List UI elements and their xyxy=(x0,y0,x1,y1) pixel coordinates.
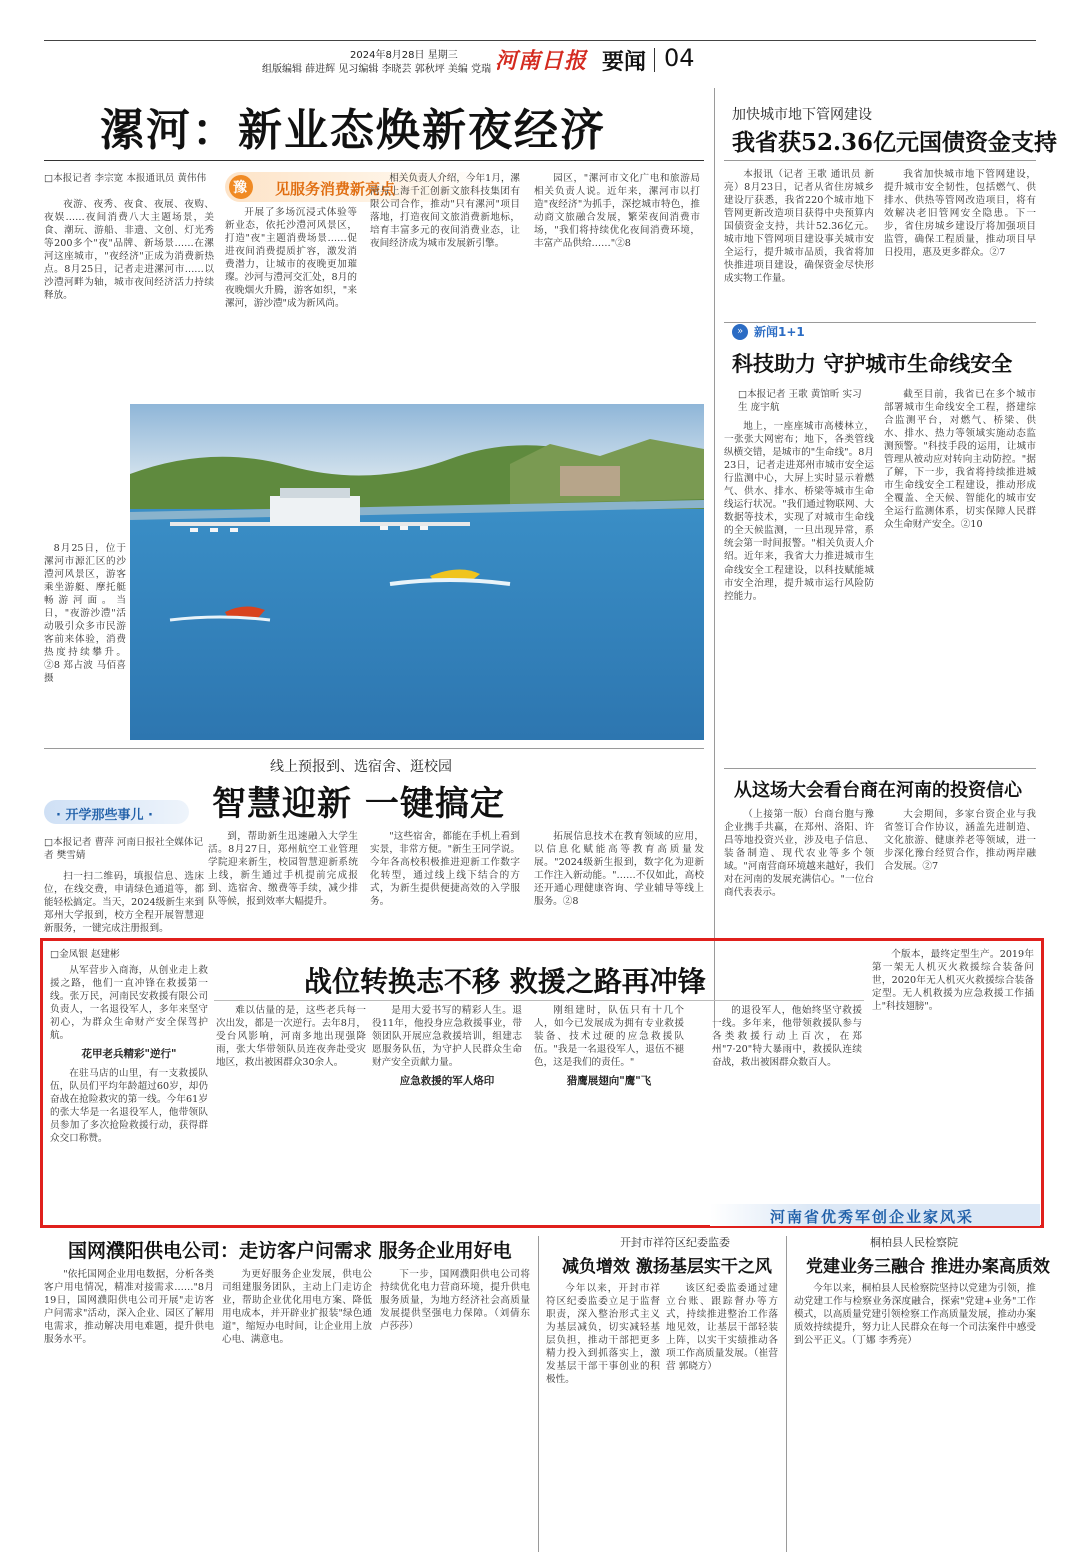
school-kicker xyxy=(44,800,189,824)
a2-col1-text: 今年以来，开封市祥符区纪委监委立足于监督职责，深入整治形式主义为基层减负，切实减轻基层负担，推动干部把更多精力投入到抓落实上，激发基层干部干事创业的积极性。 xyxy=(546,1283,660,1386)
military-article-title: 战位转换志不移 救援之路再冲锋 xyxy=(304,965,706,998)
bottom-a2-col2 xyxy=(666,1282,778,1552)
masthead xyxy=(0,0,1080,80)
a1-col2-text: 为更好服务企业发展，供电公司组建服务团队，主动上门走访企业，帮助企业优化用电方案、降低用电成本，并开辟业扩报装"绿色通道"，缩短办电时间，让企业用上放心电、满意电。 xyxy=(222,1269,372,1346)
welcome-article-col3 xyxy=(370,830,520,936)
military-col2-text: 在驻马店的山里，有一支救援队伍，队员们平均年龄超过60岁，却仍奋战在抢险救灾的第一线。今年61岁的张大华是一名退役军人，他带领队员参加了多次抢险救援行动，获得群众交口称赞。 xyxy=(50,1067,208,1144)
military-subhead3: 猎鹰展翅向"鹰"飞 xyxy=(566,1075,652,1088)
date-line: 2024年8月28日 星期三 xyxy=(350,50,458,61)
bottom-a2-col1 xyxy=(546,1282,660,1552)
bottom-a1-col1 xyxy=(44,1268,214,1552)
welcome-article-byline: □本报记者 曹萍 河南日报社全媒体记者 樊雪婧 xyxy=(44,837,204,862)
welcome-col1-text: 扫一扫二维码，填报信息、选床位，在线交费，申请绿色通道等，都能轻松搞定。当天，2024级新生来到郑州大学报到，校方全程开展智慧迎新服务，一键完成注册报到。 xyxy=(44,871,204,935)
military-col7-text: 个版本，最终定型生产。2019年第一架无人机灭火救援综合装备问世，2020年无人机灭火救援综合装备定型。无人机救援为应急救援工作插上"科技翅膀"。 xyxy=(872,949,1034,1013)
lake-photo-illustration xyxy=(130,404,704,740)
military-col5-text: 刚组建时，队伍只有十几个人，如今已发展成为拥有专业救援装备、技术过硬的应急救援队伍。"我是一名退役军人，退伍不褪色，这是我们的责任。" xyxy=(534,1005,684,1069)
page-number: 04 xyxy=(664,44,695,72)
military-footer-banner-text: 河南省优秀军创企业家风采 xyxy=(770,1208,975,1226)
military-col3-text: 难以估量的是，这些老兵每一次出发，都是一次逆行。去年8月，受台风影响，河南多地出现强降雨，张大华带领队员连夜奔赴受灾地区，救出被困群众30余人。 xyxy=(216,1005,366,1069)
lead-col2-text: 开展了多场沉浸式体验等新业态，依托沙澧河风景区，打造"夜"主题消费场景……促进夜间消费提质扩容，激发消费潜力，让城市的夜晚更加璀璨。沙河与澧河交汇处，8月的夜晚烟火升腾，游客如织，"来漯河，游沙澧"成为新风尚。 xyxy=(225,207,357,310)
tech-article-title: 科技助力 守护城市生命线安全 xyxy=(732,351,1013,376)
editors-line: 组版编辑 薛进辉 见习编辑 李晓芸 郭秋坪 美编 党瑞 xyxy=(262,64,492,75)
welcome-article-col4 xyxy=(534,830,704,936)
grant-col2-text: 我省加快城市地下管网建设，提升城市安全韧性，包括燃气、供排水、供热等管网改造项目，将有效解决老旧管网安全隐患。下一步，省住房城乡建设厅将加强项目监管，确保工程质量，推动项目早日投用，惠及更多群众。②7 xyxy=(884,169,1036,259)
lead-col4-text: 园区，"漯河市文化广电和旅游局相关负责人说。近年来，漯河市以打造"夜经济"为抓手，深挖城市特色，推动商文旅融合发展，繁荣夜间消费市场，"我们将持续优化夜间消费环境，丰富产品供给……"②8 xyxy=(534,173,700,250)
lead-article-col2 xyxy=(225,206,357,404)
kicker-text: 见服务消费新亮点 xyxy=(275,180,396,198)
taiwan-col2-text: 大会期间，多家台资企业与我省签订合作协议，涵盖先进制造、文化旅游、健康养老等领域，进一步深化豫台经贸合作，推动两岸融合发展。②7 xyxy=(884,809,1036,873)
bottom-a2-title: 减负增效 激扬基层实干之风 xyxy=(562,1257,772,1277)
lake-photo xyxy=(130,404,704,740)
lead-col1-text: 夜游、夜秀、夜食、夜展、夜购、夜娱……夜间消费八大主题场景，美食、潮玩、游船、非遗、文创、灯光秀等200多个"夜"品牌、新场景……在漯河这座城市，"夜经济"正成为消费新热点。8月25日，记者走进漯河市……以沙澧河畔为轴，城市夜间经济活力持续释放。 xyxy=(44,199,214,302)
military-col7 xyxy=(872,948,1034,1196)
welcome-article-col2 xyxy=(208,830,358,936)
military-subhead1: 花甲老兵精彩"逆行" xyxy=(81,1048,177,1061)
lead-article-byline: □本报记者 李宗宽 本报通讯员 黄伟伟 xyxy=(44,173,207,184)
a1-col3-text: 下一步，国网濮阳供电公司将持续优化电力营商环境，提升供电服务质量，为地方经济社会高质量发展提供坚强电力保障。（刘倩东 卢莎莎） xyxy=(380,1269,530,1333)
lead-col3-text: 相关负责人介绍，今年1月，漯河与上海千汇创新文旅科技集团有限公司合作，推动"只有漯河"项目落地，打造夜间文旅消费新地标，培育丰富多元的夜间消费业态，让夜间经济成为城市发展新引擎。 xyxy=(370,173,520,250)
military-col1-text: 从军营步入商海，从创业走上救援之路，他们一直冲锋在救援第一线。张万民，河南民安救援有限公司负责人，一名退役军人，多年来坚守初心，为群众生命财产安全保驾护航。 xyxy=(50,965,208,1042)
tech-article-byline: □本报记者 王歌 黄馆昕 实习生 庞宇航 xyxy=(738,389,862,414)
photo-caption-text: 8月25日，位于漯河市源汇区的沙澧河风景区，游客乘坐游艇、摩托艇畅游河面。当日，"夜游沙澧"活动吸引众多市民游客前来体验，消费热度持续攀升。②8 郑占波 马佰喜 摄 xyxy=(44,543,126,685)
welcome-col3-text: "这些宿舍，都能在手机上看到实景，非常方便。"新生王同学说。今年各高校积极推进迎新工作数字化转型，通过线上线下结合的方式，为新生提供便捷高效的入学服务。 xyxy=(370,831,520,908)
grant-article-supertitle: 加快城市地下管网建设 xyxy=(732,107,872,123)
tech-article-col1 xyxy=(724,420,874,750)
a3-col1-text: 今年以来，桐柏县人民检察院坚持以党建为引领，推动党建工作与检察业务深度融合，探索"党建+业务"工作模式，以高质量党建引领检察工作高质量发展，推动办案质效持续提升，努力让人民群众在每一个司法案件中感受到公平正义。（丁娜 李秀亮） xyxy=(794,1283,1036,1347)
military-col4-text: 是用大爱书写的精彩人生。退役11年，他投身应急救援事业，带领团队开展应急救援培训，组建志愿服务队伍，为守护人民群众生命财产安全贡献力量。 xyxy=(372,1005,522,1069)
kicker-char: 豫 xyxy=(233,180,247,196)
military-col4 xyxy=(372,1004,522,1218)
photo-caption xyxy=(44,542,126,740)
newspaper-logo: 河南日报 xyxy=(495,48,588,74)
lead-article-col4 xyxy=(534,172,700,404)
lead-article-col3 xyxy=(370,172,520,404)
bottom-a1-col3 xyxy=(380,1268,530,1552)
a1-col1-text: "依托国网企业用电数据，分析各类客户用电情况，精准对接需求……"8月19日，国网濮阳供电公司开展"走访客户问需求"活动，深入企业、园区了解用电需求，推动解决用电难题，提升供电服务水平。 xyxy=(44,1269,214,1346)
news-tag-label: 新闻1+1 xyxy=(754,325,805,339)
bottom-a1-title: 国网濮阳供电公司：走访客户问需求 服务企业用好电 xyxy=(68,1240,512,1262)
military-col6 xyxy=(712,1004,862,1218)
military-subhead2: 应急救援的军人烙印 xyxy=(399,1075,495,1088)
bottom-a3-title: 党建业务三融合 推进办案高质效 xyxy=(806,1257,1050,1277)
taiwan-col1-text: （上接第一版）台商台胞与豫企业携手共赢，在郑州、洛阳、许昌等地投资兴业，涉及电子信息、装备制造、现代农业等多个领域。"河南营商环境越来越好，我们对在河南的发展充满信心。"一位台商代表表示。 xyxy=(724,809,874,899)
military-col1 xyxy=(50,964,208,1218)
tech-col2-text: 截至目前，我省已在多个城市部署城市生命线安全工程，搭建综合监测平台，对燃气、桥梁、供水、排水、热力等领域实施动态监测预警。"科技手段的运用，让城市管理从被动应对转向主动防控。"据了解，下一步，我省将持续推进城市生命线安全工程建设，推动形成全覆盖、全天候、智能化的城市安全运行监测体系，切实保障人民群众生命财产安全。②10 xyxy=(884,389,1036,531)
military-footer-banner xyxy=(710,1204,1040,1226)
bottom-a3-supertitle: 桐柏县人民检察院 xyxy=(870,1236,958,1249)
welcome-article-supertitle: 线上预报到、选宿舍、逛校园 xyxy=(270,759,452,775)
news-tag xyxy=(732,322,812,340)
military-col3 xyxy=(216,1004,366,1218)
welcome-article-col1 xyxy=(44,870,204,936)
welcome-col4-text: 拓展信息技术在教育领域的应用，以信息化赋能高等教育高质量发展。"2024级新生报到，数字化为迎新工作注入新动能。"……不仅如此，高校还开通心理健康咨询、学业辅导等线上服务。②8 xyxy=(534,831,704,908)
taiwan-article-col1 xyxy=(724,808,874,928)
school-kicker-text: · 开学那些事儿 · xyxy=(56,808,153,823)
welcome-col2-text: 到，帮助新生迅速融入大学生活。8月27日，郑州航空工业管理学院迎来新生，校园智慧迎新系统上线，新生通过手机提前完成报到、选宿舍、缴费等手续，减少排队等候，报到效率大幅提升。 xyxy=(208,831,358,908)
grant-col1-text: 本报讯（记者 王歌 通讯员 新亮）8月23日，记者从省住房城乡建设厅获悉，我省220个城市地下管网更新改造项目获得中央预算内国债资金支持，共计52.36亿元。城市地下管网项目建设事关城市安全运行，提升城市品质，我省将加快推进项目建设，确保资金尽快形成实物工作量。 xyxy=(724,169,874,285)
taiwan-article-col2 xyxy=(884,808,1036,928)
military-article-byline: □金凤银 赵建彬 xyxy=(50,949,120,960)
tech-article-col2 xyxy=(884,388,1036,750)
grant-article-col1 xyxy=(724,168,874,318)
bottom-a1-col2 xyxy=(222,1268,372,1552)
a2-col2-text: 该区纪委监委通过建立台账、跟踪督办等方式，持续推进整治工作落地见效，让基层干部轻装上阵，以实干实绩推动各项工作高质量发展。（崔营营 郭晓方） xyxy=(666,1283,778,1373)
taiwan-article-title: 从这场大会看台商在河南的投资信心 xyxy=(734,780,1022,801)
welcome-article-title: 智慧迎新 一键搞定 xyxy=(212,784,505,824)
section-name: 要闻 xyxy=(602,50,647,75)
tech-col1-text: 地上，一座座城市高楼林立，一张张大网密布；地下，各类管线纵横交错，是城市的"生命线"。8月23日，记者走进郑州市城市安全运行监测中心，大屏上实时显示着燃气、供水、排水、桥梁等城市生命线运行状况。"我们通过物联网、大数据等技术，实现了对城市生命线的全天候监测，一旦出现异常，系统会第一时间报警。"相关负责人介绍。近年来，我省大力推进城市生命线安全工程建设，以科技赋能城市安全治理，提升城市运行风险防控能力。 xyxy=(724,421,874,602)
grant-article-title: 我省获52.36亿元国债资金支持 xyxy=(732,129,1058,156)
military-col5 xyxy=(534,1004,684,1218)
grant-article-col2 xyxy=(884,168,1036,318)
lead-article-title: 漯河：新业态焕新夜经济 xyxy=(100,105,606,156)
military-col6-text: 的退役军人，他始终坚守救援一线。多年来，他带领救援队参与各类救援行动上百次，在郑州"7·20"特大暴雨中，救援队连续奋战，救出被困群众数百人。 xyxy=(712,1005,862,1069)
tag-arrow-icon: » xyxy=(732,324,748,340)
bottom-a2-supertitle: 开封市祥符区纪委监委 xyxy=(620,1236,730,1249)
bottom-a3-col1 xyxy=(794,1282,1036,1552)
